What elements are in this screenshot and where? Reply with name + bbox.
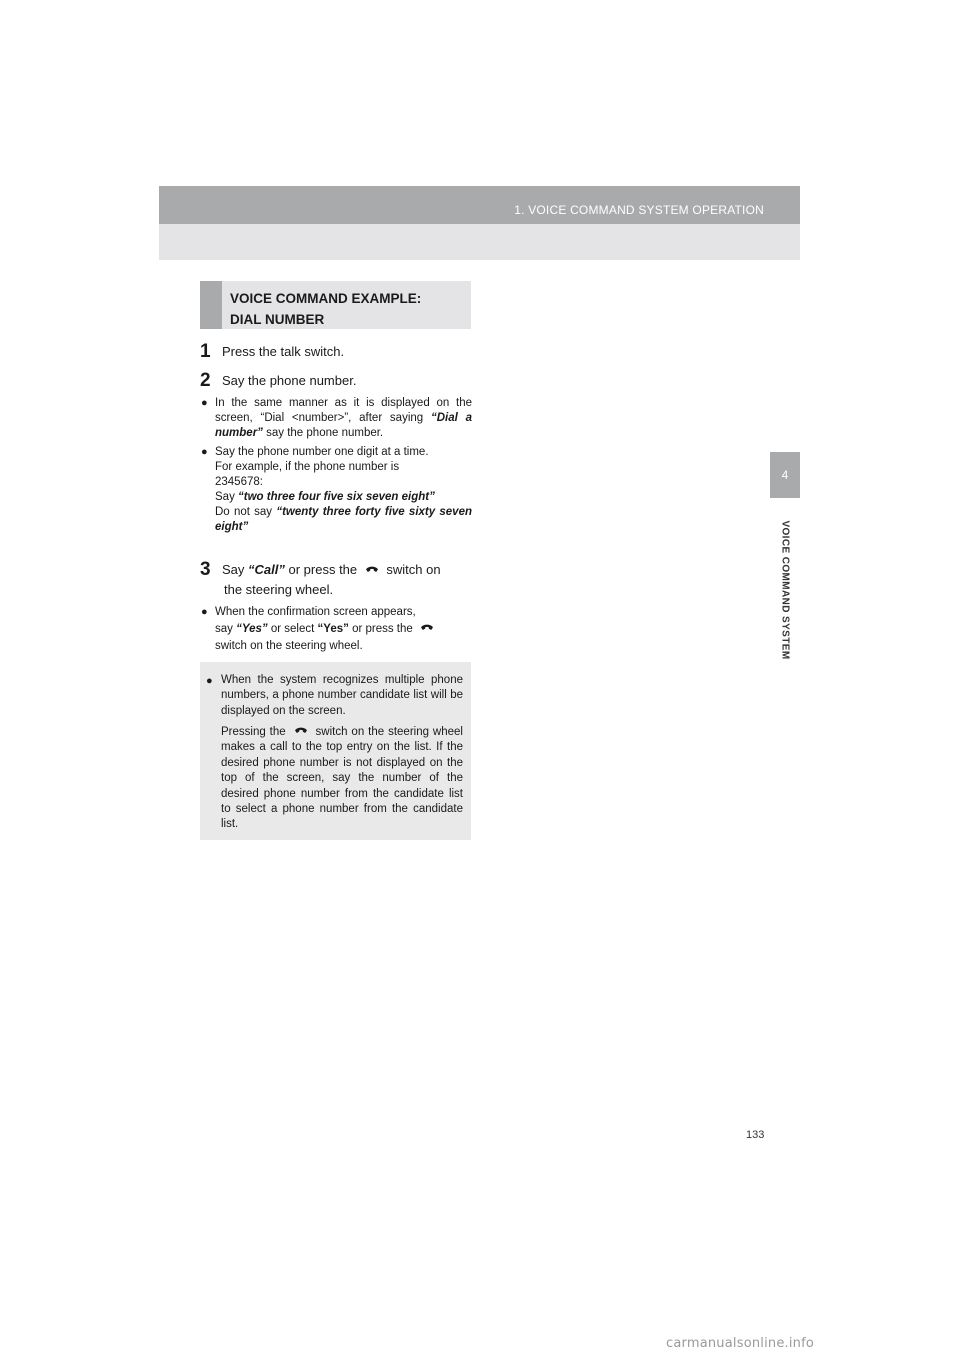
list-item: ● When the confirmation screen appears, say “Yes” or select “Yes” or press the switch on the steering wheel. xyxy=(200,604,472,655)
step-1 xyxy=(200,341,472,363)
section-title xyxy=(230,288,421,330)
bullet-icon: ● xyxy=(201,397,208,409)
chapter-title: 1. VOICE COMMAND SYSTEM OPERATION xyxy=(514,203,764,217)
phone-handset-icon xyxy=(361,565,383,575)
bullet-icon: ● xyxy=(206,675,213,687)
step-number: 3 xyxy=(200,559,211,580)
phone-handset-icon xyxy=(290,726,312,736)
note-paragraph-1: When the system recognizes multiple phone numbers, a phone number candidate list will be displayed on the screen. xyxy=(221,674,463,717)
bullet-icon: ● xyxy=(201,446,208,458)
section-heading xyxy=(200,281,471,329)
section-heading-bar xyxy=(200,281,222,329)
step-3: 3 Say “Call” or press the switch on the steering wheel. xyxy=(200,559,441,597)
screen-button-label: “Yes” xyxy=(317,623,349,635)
page-number: 133 xyxy=(746,1129,765,1141)
step-number: 1 xyxy=(200,341,211,362)
step-3-bullets xyxy=(200,604,472,659)
chapter-tab-number: 4 xyxy=(770,452,800,498)
list-item: ● In the same manner as it is displayed on the screen, “Dial <number>”, after saying “Dial a number” say the phone number. xyxy=(201,397,472,439)
voice-command: “two three four five six seven eight” xyxy=(238,491,435,503)
step-2 xyxy=(200,370,472,392)
header-subband xyxy=(159,224,800,260)
watermark: carmanualsonline.info xyxy=(666,1336,815,1351)
section-title-line1: VOICE COMMAND EXAMPLE: xyxy=(230,291,422,306)
voice-command: “twenty three forty five sixty seven eight” xyxy=(215,506,472,533)
chapter-tab-label: VOICE COMMAND SYSTEM xyxy=(779,520,791,660)
voice-command: “Yes” xyxy=(236,623,268,635)
step-number: 2 xyxy=(200,370,211,391)
step-text: Press the talk switch. xyxy=(222,344,345,359)
step-2-bullets xyxy=(200,396,472,539)
header-band xyxy=(159,186,800,224)
step-text: Say the phone number. xyxy=(222,373,357,388)
voice-command: “Call” xyxy=(248,562,285,577)
section-title-line2: DIAL NUMBER xyxy=(230,312,325,327)
list-item: ● Say the phone number one digit at a time. For example, if the phone number is 2345678: Say “two three four five six seven eight” Do not say “twenty three forty five sixty seven eight” xyxy=(201,446,472,533)
note-box xyxy=(200,662,471,840)
voice-command: “Dial a number” xyxy=(215,412,472,439)
bullet-icon: ● xyxy=(201,606,208,618)
note-paragraph-2: Pressing the switch on the steering wheel makes a call to the top entry on the list. If the desired phone number is not displayed on the top of the screen, say the number of the desired phone number from the candidate list to select a phone number from the candidate list. xyxy=(221,726,463,831)
phone-handset-icon xyxy=(416,623,438,633)
